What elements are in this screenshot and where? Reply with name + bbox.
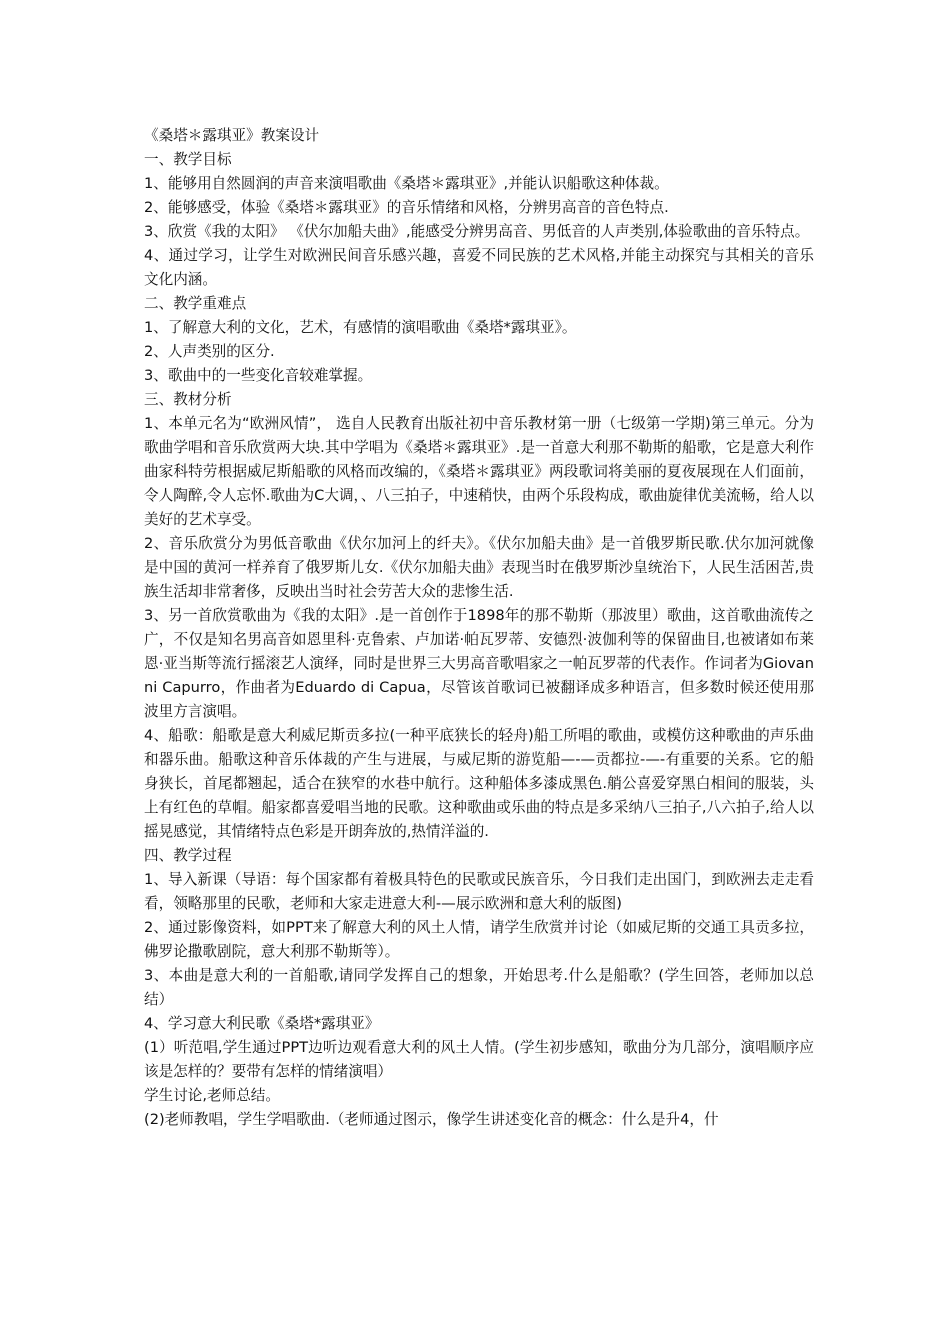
paragraph: (1）听范唱,学生通过PPT边听边观看意大利的风土人情。(学生初步感知，歌曲分为几部分，演唱顺序应该是怎样的？要带有怎样的情绪演唱） — [144, 1039, 814, 1080]
section-heading-material-analysis: 三、教材分析 — [144, 391, 232, 408]
paragraph: 4、船歌：船歌是意大利威尼斯贡多拉(一种平底狭长的轻舟)船工所唱的歌曲，或模仿这种歌曲的声乐曲和器乐曲。船歌这种音乐体裁的产生与进展，与威尼斯的游览船—-—贡都拉-—-有重要的关系。它的船身狭长，首尾都翘起，适合在狭窄的水巷中航行。这种船体多漆成黑色.艄公喜爱穿黑白相间的服装，头上有红色的草帽。船家都喜爱唱当地的民歌。这种歌曲或乐曲的特点是多采纳八三拍子,八六拍子,给人以摇晃感觉，其情绪特点色彩是开朗奔放的,热情洋溢的. — [144, 727, 814, 840]
paragraph: 2、能够感受，体验《桑塔＊露琪亚》的音乐情绪和风格，分辨男高音的音色特点. — [144, 199, 669, 216]
paragraph: 1、了解意大利的文化，艺术，有感情的演唱歌曲《桑塔*露琪亚》。 — [144, 319, 577, 336]
paragraph: 2、音乐欣赏分为男低音歌曲《伏尔加河上的纤夫》。《伏尔加船夫曲》是一首俄罗斯民歌.伏尔加河就像是中国的黄河一样养育了俄罗斯儿女.《伏尔加船夫曲》表现当时在俄罗斯沙皇统治下，人民生活困苦,贵族生活却非常奢侈，反映出当时社会劳苦大众的悲惨生活. — [144, 535, 814, 600]
paragraph: 3、另一首欣赏歌曲为《我的太阳》.是一首创作于1898年的那不勒斯（那波里）歌曲，这首歌曲流传之广，不仅是知名男高音如恩里科·克鲁索、卢加诺·帕瓦罗蒂、安德烈·波伽利等的保留曲目,也被诸如布莱恩·亚当斯等流行摇滚艺人演绎，同时是世界三大男高音歌唱家之一帕瓦罗蒂的代表作。作词者为Giovanni Capurro，作曲者为Eduardo di Capua，尽管该首歌词已被翻译成多种语言，但多数时候还使用那波里方言演唱。 — [144, 607, 814, 720]
paragraph: 4、通过学习，让学生对欧洲民间音乐感兴趣，喜爱不同民族的艺术风格,并能主动探究与其相关的音乐文化内涵。 — [144, 247, 814, 288]
paragraph: 4、学习意大利民歌《桑塔*露琪亚》 — [144, 1015, 380, 1032]
paragraph: 1、本单元名为“欧洲风情”， 选自人民教育出版社初中音乐教材第一册（七级第一学期)第三单元。分为歌曲学唱和音乐欣赏两大块.其中学唱为《桑塔＊露琪亚》.是一首意大利那不勒斯的船歌，它是意大利作曲家科特劳根据威尼斯船歌的风格而改编的，《桑塔＊露琪亚》两段歌词将美丽的夏夜展现在人们面前，令人陶醉,令人忘怀.歌曲为C大调，、八三拍子，中速稍快，由两个乐段构成，歌曲旋律优美流畅，给人以美好的艺术享受。 — [144, 415, 814, 528]
paragraph: 1、导入新课（导语：每个国家都有着极具特色的民歌或民族音乐，今日我们走出国门，到欧洲去走走看看，领略那里的民歌，老师和大家走进意大利-—展示欧洲和意大利的版图) — [144, 871, 814, 912]
paragraph: 学生讨论,老师总结。 — [144, 1087, 280, 1104]
section-heading-key-points: 二、教学重难点 — [144, 295, 247, 312]
document-title: 《桑塔＊露琪亚》教案设计 — [144, 127, 320, 144]
paragraph: 3、歌曲中的一些变化音较难掌握。 — [144, 367, 373, 384]
paragraph: 3、欣赏《我的太阳》 《伏尔加船夫曲》,能感受分辨男高音、男低音的人声类别,体验歌曲的音乐特点。 — [144, 223, 810, 240]
paragraph: 2、通过影像资料，如PPT来了解意大利的风土人情，请学生欣赏并讨论（如威尼斯的交通工具贡多拉，佛罗论撒歌剧院，意大利那不勒斯等）。 — [144, 919, 814, 960]
section-heading-objectives: 一、教学目标 — [144, 151, 232, 168]
section-heading-teaching-process: 四、教学过程 — [144, 847, 232, 864]
paragraph: 2、人声类别的区分. — [144, 343, 275, 360]
document-body — [144, 124, 814, 1132]
paragraph: (2)老师教唱，学生学唱歌曲.（老师通过图示，像学生讲述变化音的概念：什么是升4，什 — [144, 1111, 719, 1128]
paragraph: 3、本曲是意大利的一首船歌,请同学发挥自己的想象，开始思考.什么是船歌？(学生回答，老师加以总结） — [144, 967, 814, 1008]
paragraph: 1、能够用自然圆润的声音来演唱歌曲《桑塔＊露琪亚》,并能认识船歌这种体裁。 — [144, 175, 669, 192]
